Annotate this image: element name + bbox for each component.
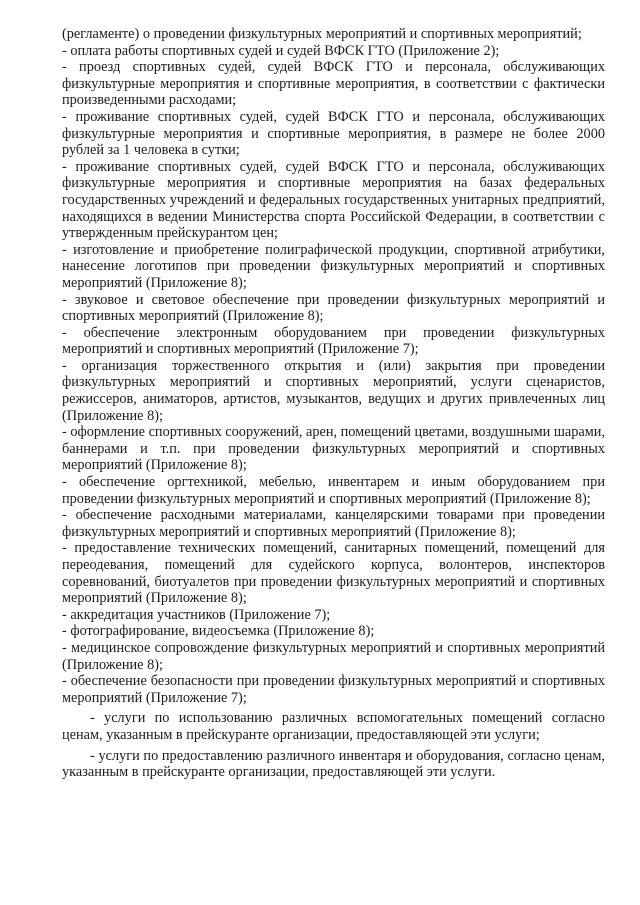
list-item-opening-ceremony: - организация торжественного открытия и (или) закрытия при проведении физкультурных мероприятий и спортивных мероприятий, услуги сценаристов, режиссеров, аниматоров, артистов, музыкантов, ведущих и других привлеченных лиц (Приложение 8); [62,357,605,424]
list-item-printing-products: - изготовление и приобретение полиграфической продукции, спортивной атрибутики, нанесение логотипов при проведении физкультурных мероприятий и спортивных мероприятий (Приложение 8); [62,241,605,291]
list-item-medical: - медицинское сопровождение физкультурных мероприятий и спортивных мероприятий (Приложение 8); [62,639,605,673]
list-item-photo-video: - фотографирование, видеосъемка (Приложение 8); [62,623,375,640]
list-item-sound-light: - звуковое и световое обеспечение при проведении физкультурных мероприятий и спортивных мероприятий (Приложение 8); [62,291,605,325]
document-page [62,26,605,781]
list-item-office-equipment: - обеспечение оргтехникой, мебелью, инвентарем и иным оборудованием при проведении физкультурных мероприятий и спортивных мероприятий (Приложение 8); [62,474,605,507]
list-item-technical-premises: - предоставление технических помещений, санитарных помещений, помещений для переодевания, помещений для судейского корпуса, волонтеров, инспекторов соревнований, биотуалетов при проведении физкультурных мероприятий и спортивных мероприятий (Приложение 8); [62,540,605,607]
list-item-accommodation-federal-bases: - проживание спортивных судей, судей ВФСК ГТО и персонала, обслуживающих физкультурные мероприятия и спортивные мероприятия на базах федеральных государственных учреждений и федеральных государственных унитарных предприятий, находящихся в ведении Министерства спорта Российской Федерации, в соответствии с утвержденным прейскурантом цен; [62,158,605,242]
paragraph-regulation-continuation: (регламенте) о проведении физкультурных мероприятий и спортивных мероприятий; [62,26,582,42]
list-item-electronic-equipment: - обеспечение электронным оборудованием при проведении физкультурных мероприятий и спортивных мероприятий (Приложение 7); [62,324,605,358]
list-item-accommodation-limit: - проживание спортивных судей, судей ВФСК ГТО и персонала, обслуживающих физкультурные мероприятия и спортивные мероприятия, в размере не более 2000 рублей за 1 человека в сутки; [62,108,605,159]
list-item-travel: - проезд спортивных судей, судей ВФСК ГТО и персонала, обслуживающих физкультурные мероприятия и спортивные мероприятия, в соответствии с фактически произведенными расходами; [62,59,605,109]
list-item-consumables: - обеспечение расходными материалами, канцелярскими товарами при проведении физкультурных мероприятий и спортивных мероприятий (Приложение 8); [62,507,605,540]
list-item-inventory-rental: - услуги по предоставлению различного инвентаря и оборудования, согласно ценам, указанным в прейскуранте организации, предоставляющей эти услуги. [62,747,605,781]
list-item-security: - обеспечение безопасности при проведении физкультурных мероприятий и спортивных мероприятий (Приложение 7); [62,673,605,706]
list-item-accreditation: - аккредитация участников (Приложение 7); [62,606,331,623]
list-item-judges-payment: - оплата работы спортивных судей и судей ВФСК ГТО (Приложение 2); [62,42,500,59]
list-item-decoration: - оформление спортивных сооружений, арен, помещений цветами, воздушными шарами, баннерами и т.п. при проведении физкультурных мероприятий и спортивных мероприятий (Приложение 8); [62,424,606,474]
list-item-auxiliary-premises: - услуги по использованию различных вспомогательных помещений согласно ценам, указанным в прейскуранте организации, предоставляющей эти услуги; [62,710,605,743]
